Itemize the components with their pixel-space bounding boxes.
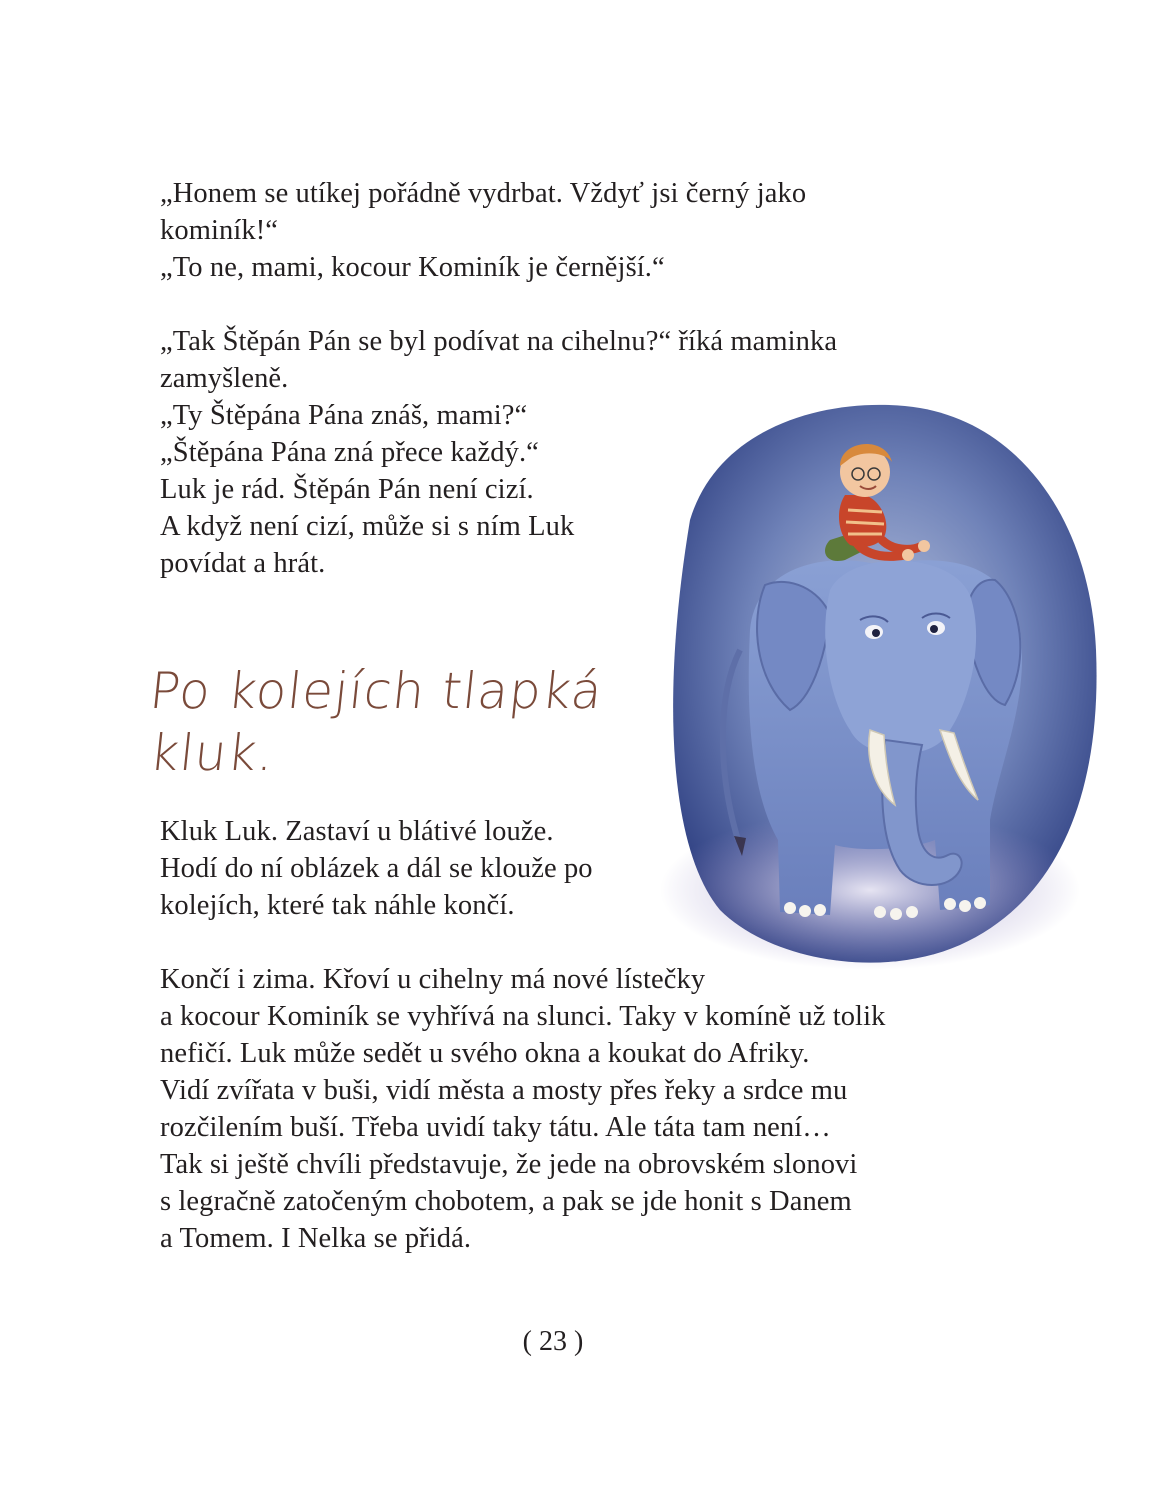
chapter-heading-line: Po kolejích tlapká (146, 662, 606, 720)
text-line: „Štěpána Pána zná přece každý.“ (160, 437, 539, 468)
elephant-illustration (660, 400, 1100, 970)
text-line: a Tomem. I Nelka se přidá. (160, 1223, 472, 1254)
text-line: Luk je rád. Štěpán Pán není cizí. (160, 474, 534, 505)
text-line: „Honem se utíkej pořádně vydrbat. Vždyť jsi černý jako (160, 178, 807, 209)
text-line: Vidí zvířata v buši, vidí města a mosty přes řeky a srdce mu (160, 1075, 848, 1106)
text-line: „Ty Štěpána Pána znáš, mami?“ (160, 400, 528, 431)
text-line: Končí i zima. Křoví u cihelny má nové lístečky (160, 964, 706, 995)
chapter-heading-line: kluk. (146, 724, 278, 782)
elephant-head (825, 561, 976, 753)
text-line: kolejích, které tak náhle končí. (160, 890, 515, 921)
text-line: A když není cizí, může si s ním Luk (160, 511, 575, 542)
text-line: „Tak Štěpán Pán se byl podívat na cihelnu?“ říká maminka (160, 326, 838, 357)
text-line: nefičí. Luk může sedět u svého okna a koukat do Afriky. (160, 1038, 810, 1069)
text-line: „To ne, mami, kocour Kominík je černější.“ (160, 252, 665, 283)
text-line: kominík!“ (160, 215, 279, 246)
text-line: rozčilením buší. Třeba uvidí taky tátu. Ale táta tam není… (160, 1112, 831, 1143)
text-line: zamyšleně. (160, 363, 289, 394)
text-line: a kocour Kominík se vyhřívá na slunci. Taky v komíně už tolik (160, 1001, 886, 1032)
text-line: Kluk Luk. Zastaví u blátivé louže. (160, 816, 554, 847)
text-line: povídat a hrát. (160, 548, 326, 579)
text-line: s legračně zatočeným chobotem, a pak se jde honit s Danem (160, 1186, 852, 1217)
text-line: Tak si ještě chvíli představuje, že jede na obrovském slonovi (160, 1149, 858, 1180)
page-number: ( 23 ) (522, 1326, 584, 1357)
text-line: Hodí do ní oblázek a dál se klouže po (160, 853, 593, 884)
